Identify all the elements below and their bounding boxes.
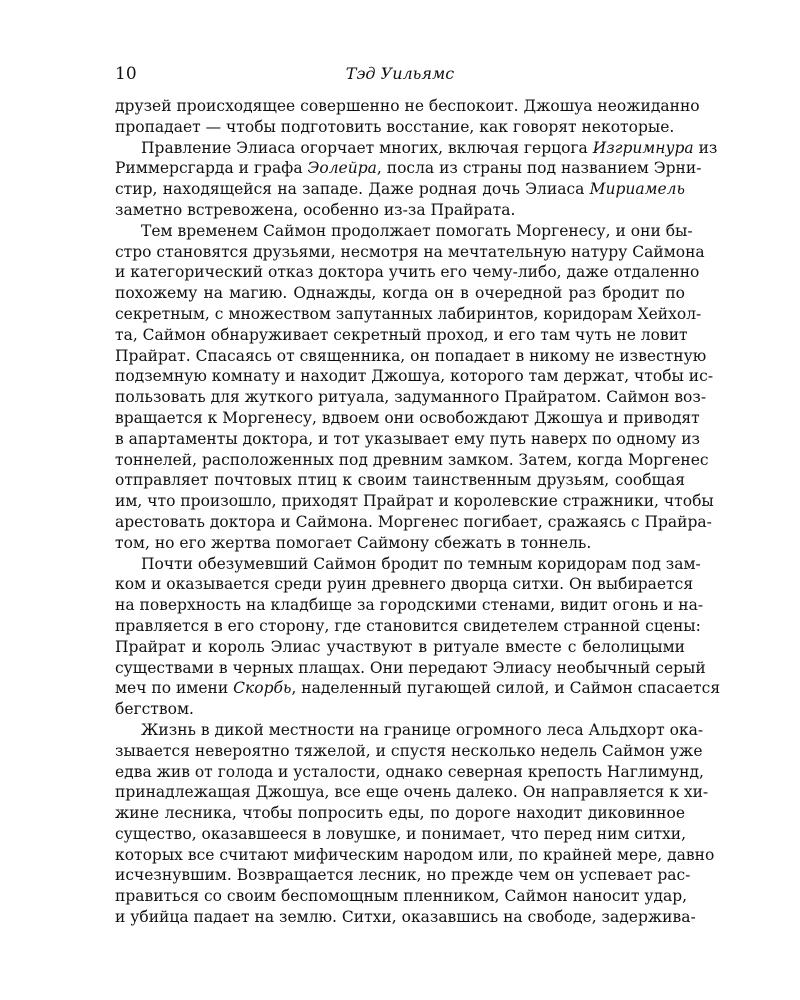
- text-line-content: Прайрат. Спасаясь от священника, он попадает в никому не известную: [115, 346, 707, 365]
- text-line-content: и убийца падает на землю. Ситхи, оказавшись на свободе, задержива-: [115, 908, 696, 927]
- text-line: [115, 595, 704, 616]
- text-line-content: ком и оказывается среди руин древнего дворца ситхи. Он выбирается: [115, 575, 694, 594]
- text-line-content: арестовать доктора и Саймона. Моргенес погибает, сражаясь с Прайра-: [115, 512, 712, 531]
- text-line-content: вращается к Моргенесу, вдвоем они освобождают Джошуа и приводят: [115, 408, 700, 427]
- text-line-content: меч по имени: [115, 679, 234, 698]
- text-line: [115, 699, 685, 720]
- text-line-content: друзей происходящее совершенно не беспокоит. Джошуа неожиданно: [115, 97, 700, 115]
- body-text: [115, 96, 721, 928]
- text-line-content: исчезнувшим. Возвращается лесник, но прежде чем он успевает рас-: [115, 866, 691, 885]
- running-head: [115, 63, 685, 85]
- text-line: [115, 803, 685, 824]
- text-line: [115, 429, 700, 450]
- text-line: [115, 200, 685, 221]
- italic-name: Эолейра: [307, 159, 377, 178]
- italic-name: Мириамель: [589, 180, 685, 199]
- text-line: [115, 533, 685, 554]
- text-line: [115, 741, 703, 762]
- text-line-content: которых все считают мифическим народом или, по крайней мере, давно: [115, 845, 715, 864]
- text-line-content: Почти обезумевший Саймон бродит по темным коридорам под зам-: [141, 554, 701, 573]
- text-line-content: жине лесника, чтобы попросить еды, по дороге находит диковинное: [115, 804, 685, 823]
- italic-name: Скорбь: [233, 679, 292, 698]
- text-line-continuation: , посла из страны под названием Эрни-: [376, 159, 702, 178]
- text-line-continuation: , наделенный пугающей силой, и Саймон спасается: [291, 679, 721, 698]
- text-line-content: Правление Элиаса огорчает многих, включая герцога: [141, 138, 593, 157]
- text-line: [115, 658, 706, 679]
- text-line-content: на поверхность на кладбище за городскими стенами, видит огонь и на-: [115, 596, 704, 615]
- text-line: [115, 637, 685, 658]
- text-line: [115, 886, 688, 907]
- text-line: [115, 366, 714, 387]
- text-line-content: в апартаменты доктора, и тот указывает ему путь наверх по одному из: [115, 429, 700, 448]
- running-title: Тэд Уильямс: [345, 64, 455, 83]
- text-line-content: подземную комнату и находит Джошуа, которого там держат, чтобы ис-: [115, 367, 714, 386]
- text-line-content: похожему на магию. Однажды, когда он в очередной раз бродит по: [115, 284, 685, 303]
- text-line: [115, 138, 718, 159]
- text-line: [115, 158, 702, 179]
- text-line: [115, 96, 700, 117]
- text-line: [115, 824, 685, 845]
- text-line: [115, 762, 704, 783]
- text-line: [115, 720, 704, 741]
- text-line: [115, 782, 709, 803]
- text-line-content: тоннелей, расположенных под древним замком. Затем, когда Моргенес: [115, 450, 709, 469]
- text-line: [115, 450, 709, 471]
- text-line-content: едва жив от голода и усталости, однако северная крепость Наглимунд,: [115, 762, 704, 781]
- text-line-content: бегством.: [115, 700, 194, 719]
- text-line-content: существо, оказавшееся в ловушке, и понимает, что перед ним ситхи,: [115, 824, 687, 843]
- text-line-content: пользовать для жуткого ритуала, задуманного Прайратом. Саймон воз-: [115, 388, 707, 407]
- text-line-content: зывается невероятно тяжелой, и спустя несколько недель Саймон уже: [115, 741, 703, 760]
- text-line: [115, 616, 701, 637]
- text-line-content: заметно встревожена, особенно из-за Прайрата.: [115, 200, 516, 219]
- text-line: [115, 491, 714, 512]
- text-line: [115, 304, 702, 325]
- text-line: [115, 907, 696, 928]
- italic-name: Изгримнура: [592, 138, 694, 157]
- text-line-content: принадлежащая Джошуа, все еще очень далеко. Он направляется к хи-: [115, 783, 709, 802]
- text-line-content: отправляет почтовых птиц к своим таинственным друзьям, сообщая: [115, 471, 685, 490]
- text-line-content: Прайрат и король Элиас участвуют в ритуале вместе с белолицыми: [115, 637, 685, 656]
- text-line: [115, 346, 707, 367]
- text-line-content: Тем временем Саймон продолжает помогать Моргенесу, и они бы-: [141, 221, 693, 240]
- text-line: [115, 242, 705, 263]
- text-line: [115, 865, 691, 886]
- text-line-content: существами в черных плащах. Они передают Элиасу необычный серый: [115, 658, 706, 677]
- text-line-content: пропадает — чтобы подготовить восстание, как говорят некоторые.: [115, 117, 675, 136]
- text-line: [115, 408, 700, 429]
- text-line-content: правиться со своим беспомощным пленником, Саймон наносит удар,: [115, 887, 688, 906]
- text-line-content: правляется в его сторону, где становится свидетелем странной сцены:: [115, 616, 701, 635]
- text-line: [115, 262, 700, 283]
- text-line: [115, 325, 688, 346]
- text-line-content: та, Саймон обнаруживает секретный проход, и его там чуть не ловит: [115, 325, 688, 344]
- text-line: [115, 387, 707, 408]
- text-line-content: секретным, с множеством запутанных лабиринтов, коридорам Хейхол-: [115, 304, 702, 323]
- text-line-content: стро становятся друзьями, несмотря на мечтательную натуру Саймона: [115, 242, 705, 261]
- page-number: 10: [115, 64, 137, 84]
- text-line-content: им, что произошло, приходят Прайрат и королевские стражники, чтобы: [115, 492, 714, 511]
- text-line: [115, 179, 685, 200]
- text-line-continuation: из: [693, 138, 718, 157]
- text-line-content: Жизнь в дикой местности на границе огромного леса Альдхорт ока-: [141, 720, 704, 739]
- text-line: [115, 554, 701, 575]
- text-line: [115, 470, 685, 491]
- text-line: [115, 574, 694, 595]
- text-line-content: стир, находящейся на западе. Даже родная дочь Элиаса: [115, 180, 590, 199]
- text-line: [115, 283, 685, 304]
- text-line: [115, 678, 721, 699]
- text-line-content: том, но его жертва помогает Саймону сбежать в тоннель.: [115, 533, 592, 552]
- text-line: [115, 845, 715, 866]
- text-line-content: Риммерсгарда и графа: [115, 159, 308, 178]
- text-line: [115, 221, 693, 242]
- text-line: [115, 512, 712, 533]
- text-line: [115, 117, 685, 138]
- text-line-content: и категорический отказ доктора учить его чему-либо, даже отдаленно: [115, 263, 700, 282]
